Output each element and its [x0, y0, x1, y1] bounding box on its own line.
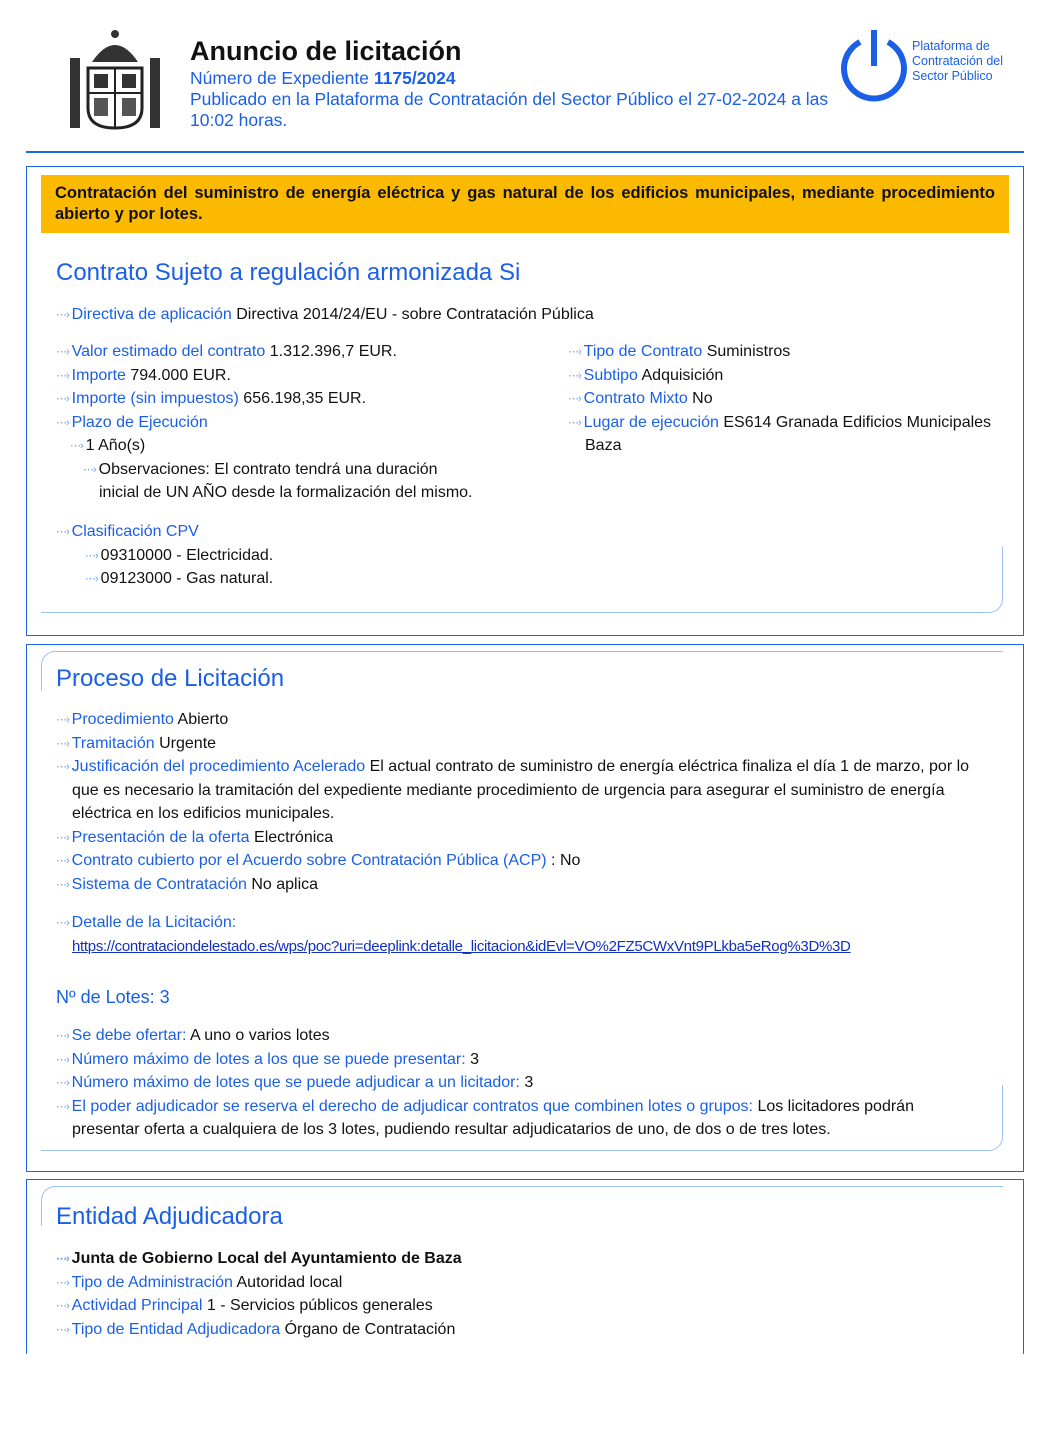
field-sistema: ⋯› Sistema de Contratación No aplica	[56, 875, 319, 893]
arrow-icon: ⋯›	[56, 737, 69, 750]
field-tipo-entidad: ⋯› Tipo de Entidad Adjudicadora Órgano de Contratación	[56, 1320, 456, 1338]
cpv-item: ⋯› 09123000 - Gas natural.	[85, 570, 274, 587]
cpv-item: ⋯› 09310000 - Electricidad.	[85, 546, 274, 564]
arrow-icon: ⋯›	[568, 346, 581, 358]
field-actividad: ⋯› Actividad Principal 1 - Servicios públicos generales	[56, 1297, 433, 1314]
arrow-icon: ⋯›	[70, 440, 83, 452]
field-max-presentar: ⋯› Número máximo de lotes a los que se puede presentar: 3	[56, 1050, 480, 1068]
arrow-icon: ⋯›	[56, 1030, 69, 1042]
decorative-curve	[41, 1085, 1003, 1151]
arrow-icon: ⋯›	[56, 761, 69, 773]
field-lugar: ⋯› Lugar de ejecución ES614 Granada Edificios Municipales	[568, 413, 992, 431]
arrow-icon: ⋯›	[56, 526, 69, 538]
field-plazo: ⋯› Plazo de Ejecución	[56, 413, 208, 431]
reserva-cont: presentar oferta a cualquiera de los 3 lotes, pudiendo resultar adjudicatarios de uno, de dos o de tres lotes.	[72, 1121, 831, 1138]
arrow-icon: ⋯›	[56, 393, 69, 405]
arrow-icon: ⋯›	[56, 369, 69, 382]
field-importe-sin: ⋯› Importe (sin impuestos) 656.198,35 EUR.	[56, 390, 367, 407]
arrow-icon: ⋯›	[85, 573, 98, 585]
section-title: Proceso de Licitación	[56, 665, 285, 692]
arrow-icon: ⋯›	[56, 1253, 69, 1265]
field-ofertar: ⋯› Se debe ofertar: A uno o varios lotes	[56, 1027, 330, 1044]
justificacion-cont: eléctrica en los edificios municipales.	[72, 805, 335, 822]
contract-section	[26, 166, 1024, 636]
power-icon	[838, 28, 910, 104]
field-tipo: ⋯› Tipo de Contrato Suministros	[568, 343, 791, 360]
field-importe: ⋯› Importe 794.000 EUR.	[56, 366, 231, 384]
section-title: Entidad Adjudicadora	[56, 1203, 283, 1230]
field-max-adjudicar: ⋯› Número máximo de lotes que se puede adjudicar a un licitador: 3	[56, 1074, 534, 1091]
arrow-icon: ⋯›	[56, 917, 69, 929]
arrow-icon: ⋯›	[56, 855, 69, 867]
lugar-cont: Baza	[585, 437, 622, 454]
arrow-icon: ⋯›	[56, 878, 69, 891]
justificacion-cont: que es necesario la tramitación del expediente mediante procedimiento de urgencia para asegurar el suministro de energía	[72, 781, 945, 799]
arrow-icon: ⋯›	[85, 549, 98, 562]
header	[0, 0, 1050, 152]
arrow-icon: ⋯›	[56, 714, 69, 726]
observaciones: ⋯› Observaciones: El contrato tendrá una duración	[83, 460, 438, 478]
field-tipo-admin: ⋯› Tipo de Administración Autoridad local	[56, 1273, 343, 1291]
arrow-icon: ⋯›	[568, 416, 581, 429]
arrow-icon: ⋯›	[56, 1323, 69, 1336]
arrow-icon: ⋯›	[56, 309, 69, 321]
field-cpv: ⋯› Clasificación CPV	[56, 523, 199, 540]
contract-banner: Contratación del suministro de energía eléctrica y gas natural de los edificios municipales, mediante procedimiento abierto y por lotes.	[41, 175, 1009, 233]
section-title: Contrato Sujeto a regulación armonizada Si	[56, 259, 521, 286]
arrow-icon: ⋯›	[56, 831, 69, 844]
proceso-section	[26, 644, 1024, 1172]
field-directiva: ⋯› Directiva de aplicación Directiva 2014/24/EU - sobre Contratación Pública	[56, 306, 594, 323]
arrow-icon: ⋯›	[56, 1276, 69, 1289]
arrow-icon: ⋯›	[56, 1053, 69, 1066]
observaciones-cont: inicial de UN AÑO desde la formalización del mismo.	[99, 484, 473, 501]
entidad-name: ⋯› Junta de Gobierno Local del Ayuntamiento de Baza	[56, 1250, 462, 1267]
arrow-icon: ⋯›	[56, 346, 69, 358]
arrow-icon: ⋯›	[56, 1100, 69, 1113]
header-subtitle	[190, 68, 830, 131]
arrow-icon: ⋯›	[83, 463, 96, 476]
field-procedimiento: ⋯› Procedimiento Abierto	[56, 711, 229, 728]
arrow-icon: ⋯›	[568, 369, 581, 382]
arrow-icon: ⋯›	[568, 393, 581, 405]
field-mixto: ⋯› Contrato Mixto No	[568, 390, 713, 407]
expediente-number: 1175/2024	[373, 68, 456, 88]
field-detalle: ⋯› Detalle de la Licitación:	[56, 914, 237, 931]
page-title: Anuncio de licitación	[190, 36, 462, 66]
arrow-icon: ⋯›	[56, 1300, 69, 1312]
platform-logo-text: Plataforma de Contratación del Sector Público	[912, 39, 1004, 83]
decorative-curve	[41, 547, 1003, 613]
field-acp: ⋯› Contrato cubierto por el Acuerdo sobre Contratación Pública (ACP) : No	[56, 852, 581, 869]
field-presentacion: ⋯› Presentación de la oferta Electrónica	[56, 828, 334, 846]
plazo-value: ⋯› 1 Año(s)	[70, 437, 146, 454]
arrow-icon: ⋯›	[56, 416, 69, 429]
divider	[26, 151, 1024, 153]
field-valor: ⋯› Valor estimado del contrato 1.312.396,7 EUR.	[56, 343, 397, 360]
field-subtipo: ⋯› Subtipo Adquisición	[568, 366, 724, 384]
detalle-link[interactable]: https://contrataciondelestado.es/wps/poc?uri=deeplink:detalle_licitacion&idEvl=VO%2FZ5CWxVnt9PLkba5eRog%3D%3D	[72, 938, 851, 955]
field-justificacion: ⋯› Justificación del procedimiento Acelerado El actual contrato de suministro de energía eléctrica finaliza el día 1 de marzo, por lo	[56, 758, 970, 775]
field-tramitacion: ⋯› Tramitación Urgente	[56, 734, 217, 752]
expediente-label: Número de Expediente	[190, 68, 369, 88]
field-reserva: ⋯› El poder adjudicador se reserva el derecho de adjudicar contratos que combinen lotes o grupos: Los licitadores podrán	[56, 1097, 914, 1115]
arrow-icon: ⋯›	[56, 1077, 69, 1089]
entidad-section	[26, 1179, 1024, 1354]
lotes-title: Nº de Lotes: 3	[56, 987, 170, 1007]
published-date: Publicado en la Plataforma de Contratación del Sector Público el 27-02-2024 a las 10:02 horas.	[190, 89, 829, 130]
coat-of-arms-logo	[66, 28, 164, 130]
